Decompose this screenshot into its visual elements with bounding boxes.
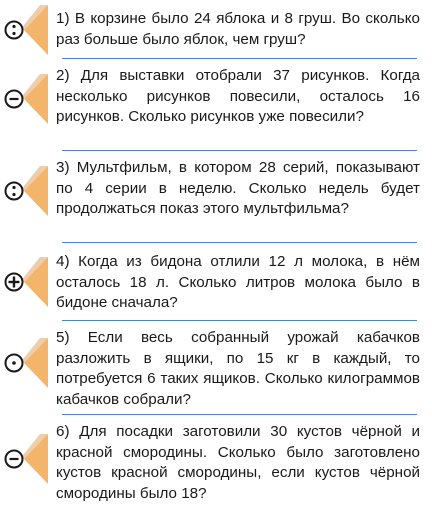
problem-text: 5) Если весь собранный урожай кабачков разложить в ящики, по 15 кг в каждый, то потребуется 6 таких ящиков. Сколько килограммов кабачков собрали? [56, 329, 420, 408]
separator [62, 242, 417, 243]
arrow-marker-icon [0, 74, 52, 124]
marker-arrow [0, 434, 52, 484]
problem-1 [0, 0, 432, 58]
marker-arrow [0, 338, 52, 388]
problem-text: 2) Для выставки отобрали 37 рисунков. Когда несколько рисунков повесили, осталось 16 рисунков. Сколько рисунков уже повесили? [56, 67, 420, 125]
marker-arrow [0, 5, 52, 55]
problem-text: 6) Для посадки заготовили 30 кустов чёрной и красной смородины. Сколько было заготовлено кустов красной смородины, если кустов чёрной смородины было 18? [56, 423, 420, 502]
arrow-marker-icon [0, 338, 52, 388]
problem-4 [0, 246, 432, 318]
problem-text: 3) Мультфильм, в котором 28 серий, показывают по 4 серии в неделю. Сколько недель будет продолжаться показ этого мультфильма? [56, 159, 420, 217]
separator [62, 414, 417, 415]
arrow-marker-icon [0, 166, 52, 216]
arrow-marker-icon [0, 434, 52, 484]
marker-arrow [0, 74, 52, 124]
problem-5 [0, 324, 432, 412]
arrow-marker-icon [0, 257, 52, 307]
problem-2 [0, 62, 432, 150]
separator [62, 150, 417, 151]
problem-text: 4) Когда из бидона отлили 12 л молока, в нём осталось 18 л. Сколько литров молока было в бидоне сначала? [56, 253, 420, 311]
marker-arrow [0, 257, 52, 307]
problem-3 [0, 154, 432, 242]
problem-text: 1) В корзине было 24 яблока и 8 груш. Во сколько раз больше было яблок, чем груш? [56, 10, 420, 48]
arrow-marker-icon [0, 5, 52, 55]
marker-arrow [0, 166, 52, 216]
separator [62, 320, 417, 321]
separator [62, 58, 417, 59]
problem-6 [0, 418, 432, 513]
